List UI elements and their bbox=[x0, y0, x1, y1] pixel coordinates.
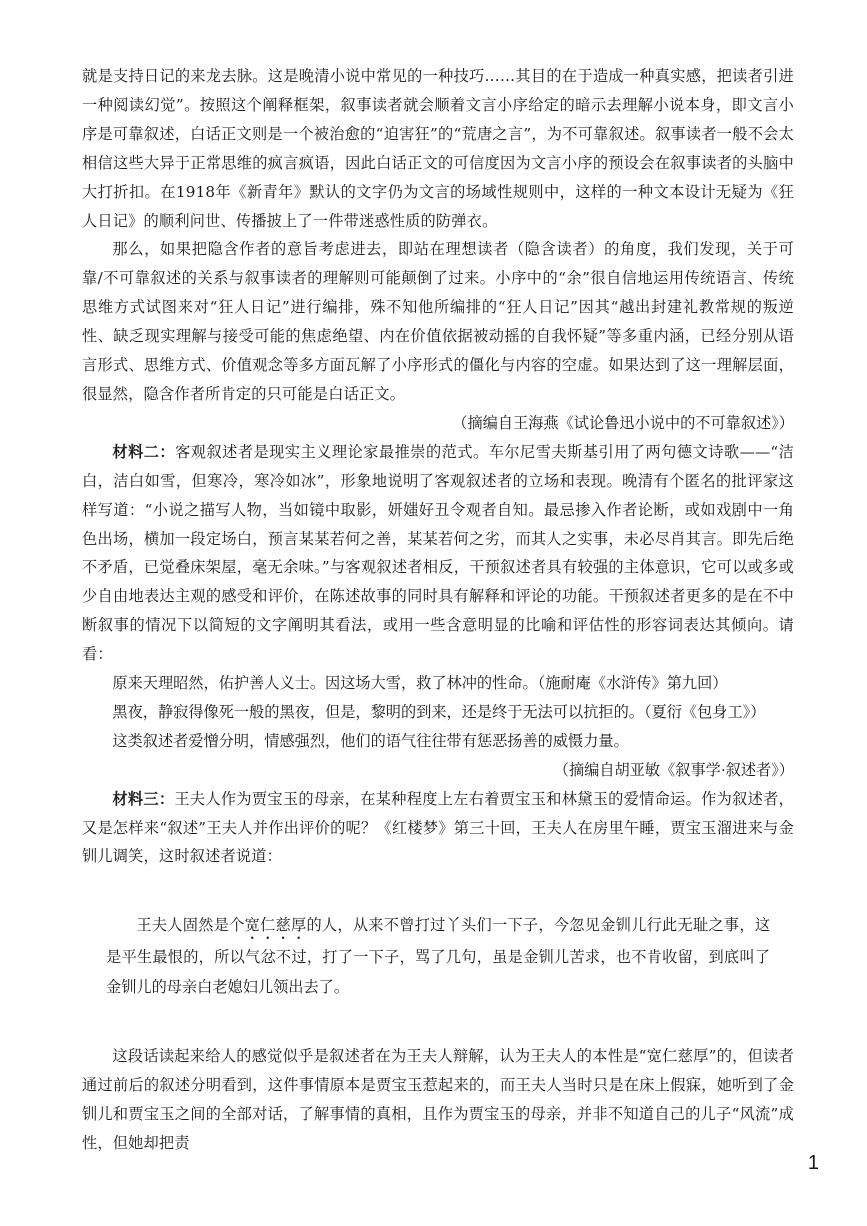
spacer bbox=[82, 1002, 794, 1042]
example-summary: 这类叙述者爱憎分明，情感强烈，他们的语气往往带有惩恶扬善的威慑力量。 bbox=[112, 731, 629, 750]
source-citation-1: （摘编自王海燕《试论鲁迅小说中的不可靠叙述》） bbox=[452, 413, 794, 432]
block-quote-emphasis: 宽仁慈厚 bbox=[244, 916, 307, 935]
material-three bbox=[82, 785, 794, 872]
material-two-text: 客观叙述者是现实主义理论家最推崇的范式。车尔尼雪夫斯基引用了两句德文诗歌——“洁白，洁白如雪，但寒冷，寒冷如冰”，形象地说明了客观叙述者的立场和表现。晚清有个匿名的批评家这样写道：“小说之描写人物，当如镜中取影，妍媸好丑令观者自知。最忌掺入作者论断，或如戏剧中一角色出场，横加一段定场白，预言某某若何之善，某某若何之劣，而其人之实事，未必尽肖其言。即先后绝不矛盾，已觉叠床架屋，毫无余味。”与客观叙述者相反，干预叙述者具有较强的主体意识，它可以或多或少自由地表达主观的感受和评价，在陈述故事的同时具有解释和评论的功能。干预叙述者更多的是在不中断叙事的情况下以简短的文字阐明其看法，或用一些含意明显的比喻和评估性的形容词表达其倾向。请看： bbox=[82, 442, 794, 664]
example-quote-1: 原来天理昭然，佑护善人义士。因这场大雪，救了林冲的性命。（施耐庵《水浒传》第九回） bbox=[112, 674, 728, 693]
block-quote-after: 的人，从来不曾打过丫头们一下子，今忽见金钏儿行此无耻之事，这是平生最恨的，所以气忿不过，打了一下子，骂了几句，虽是金钏儿苦求，也不肯收留，到底叫了金钏儿的母亲白老媳妇儿领出去了。 bbox=[106, 916, 771, 996]
material-three-label: 材料三： bbox=[112, 789, 175, 808]
source-citation-2: （摘编自胡亚敏《叙事学·叙述者》） bbox=[553, 760, 794, 779]
paragraph-continuation: 就是支持日记的来龙去脉。这是晚清小说中常见的一种技巧……其目的在于造成一种真实感，把读者引进一种阅读幻觉”。按照这个阐释框架，叙事读者就会顺着文言小序给定的暗示去理解小说本身，即文言小序是可靠叙述，白话正文则是一个被治愈的“迫害狂”的“荒唐之言”，为不可靠叙述。叙事读者一般不会太相信这些大异于正常思维的疯言疯语，因此白话正文的可信度因为文言小序的预设会在叙事读者的头脑中大打折扣。在1918年《新青年》默认的文字仍为文言的场域性规则中，这样的一种文本设计无疑为《狂人日记》的顺利问世、传播披上了一件带迷惑性质的防弹衣。 bbox=[82, 67, 794, 230]
spacer bbox=[82, 871, 794, 911]
material-two-label: 材料二： bbox=[112, 442, 176, 461]
block-quote-hongloumeng bbox=[82, 911, 794, 1002]
paragraph-implied-author: 那么，如果把隐含作者的意旨考虑进去，即站在理想读者（隐含读者）的角度，我们发现，关于可靠/不可靠叙述的关系与叙事读者的理解则可能颠倒了过来。小序中的“余”很自信地运用传统语言、传统思维方式试图来对“狂人日记”进行编排，殊不知他所编排的“狂人日记”因其“越出封建礼教常规的叛逆性、缺乏现实理解与接受可能的焦虑绝望、内在价值依据被动摇的自我怀疑”等多重内涵，已经分别从语言形式、思维方式、价值观念等多方面瓦解了小序形式的僵化与内容的空虚。如果达到了这一理解层面，很显然，隐含作者所肯定的只可能是白话正文。 bbox=[82, 240, 794, 403]
material-two bbox=[82, 438, 794, 669]
paragraph-analysis: 这段话读起来给人的感觉似乎是叙述者在为王夫人辩解，认为王夫人的本性是“宽仁慈厚”的，但读者通过前后的叙述分明看到，这件事情原本是贾宝玉惹起来的，而王夫人当时只是在床上假寐，她听到了金钏儿和贾宝玉之间的全部对话，了解事情的真相，且作为贾宝玉的母亲，并非不知道自己的儿子“风流”成性，但她却把责 bbox=[82, 1047, 794, 1153]
document-page bbox=[82, 62, 794, 1158]
material-three-text: 王夫人作为贾宝玉的母亲，在某种程度上左右着贾宝玉和林黛玉的爱情命运。作为叙述者，又是怎样来“叙述”王夫人并作出评价的呢？《红楼梦》第三十回，王夫人在房里午睡，贾宝玉溜进来与金钏儿调笑，这时叙述者说道： bbox=[82, 789, 794, 866]
page-number: 1 bbox=[807, 1152, 819, 1174]
example-quote-2: 黑夜，静寂得像死一般的黑夜，但是，黎明的到来，还是终于无法可以抗拒的。（夏衍《包身工》） bbox=[112, 702, 766, 721]
block-quote-before: 王夫人固然是个 bbox=[136, 916, 245, 935]
